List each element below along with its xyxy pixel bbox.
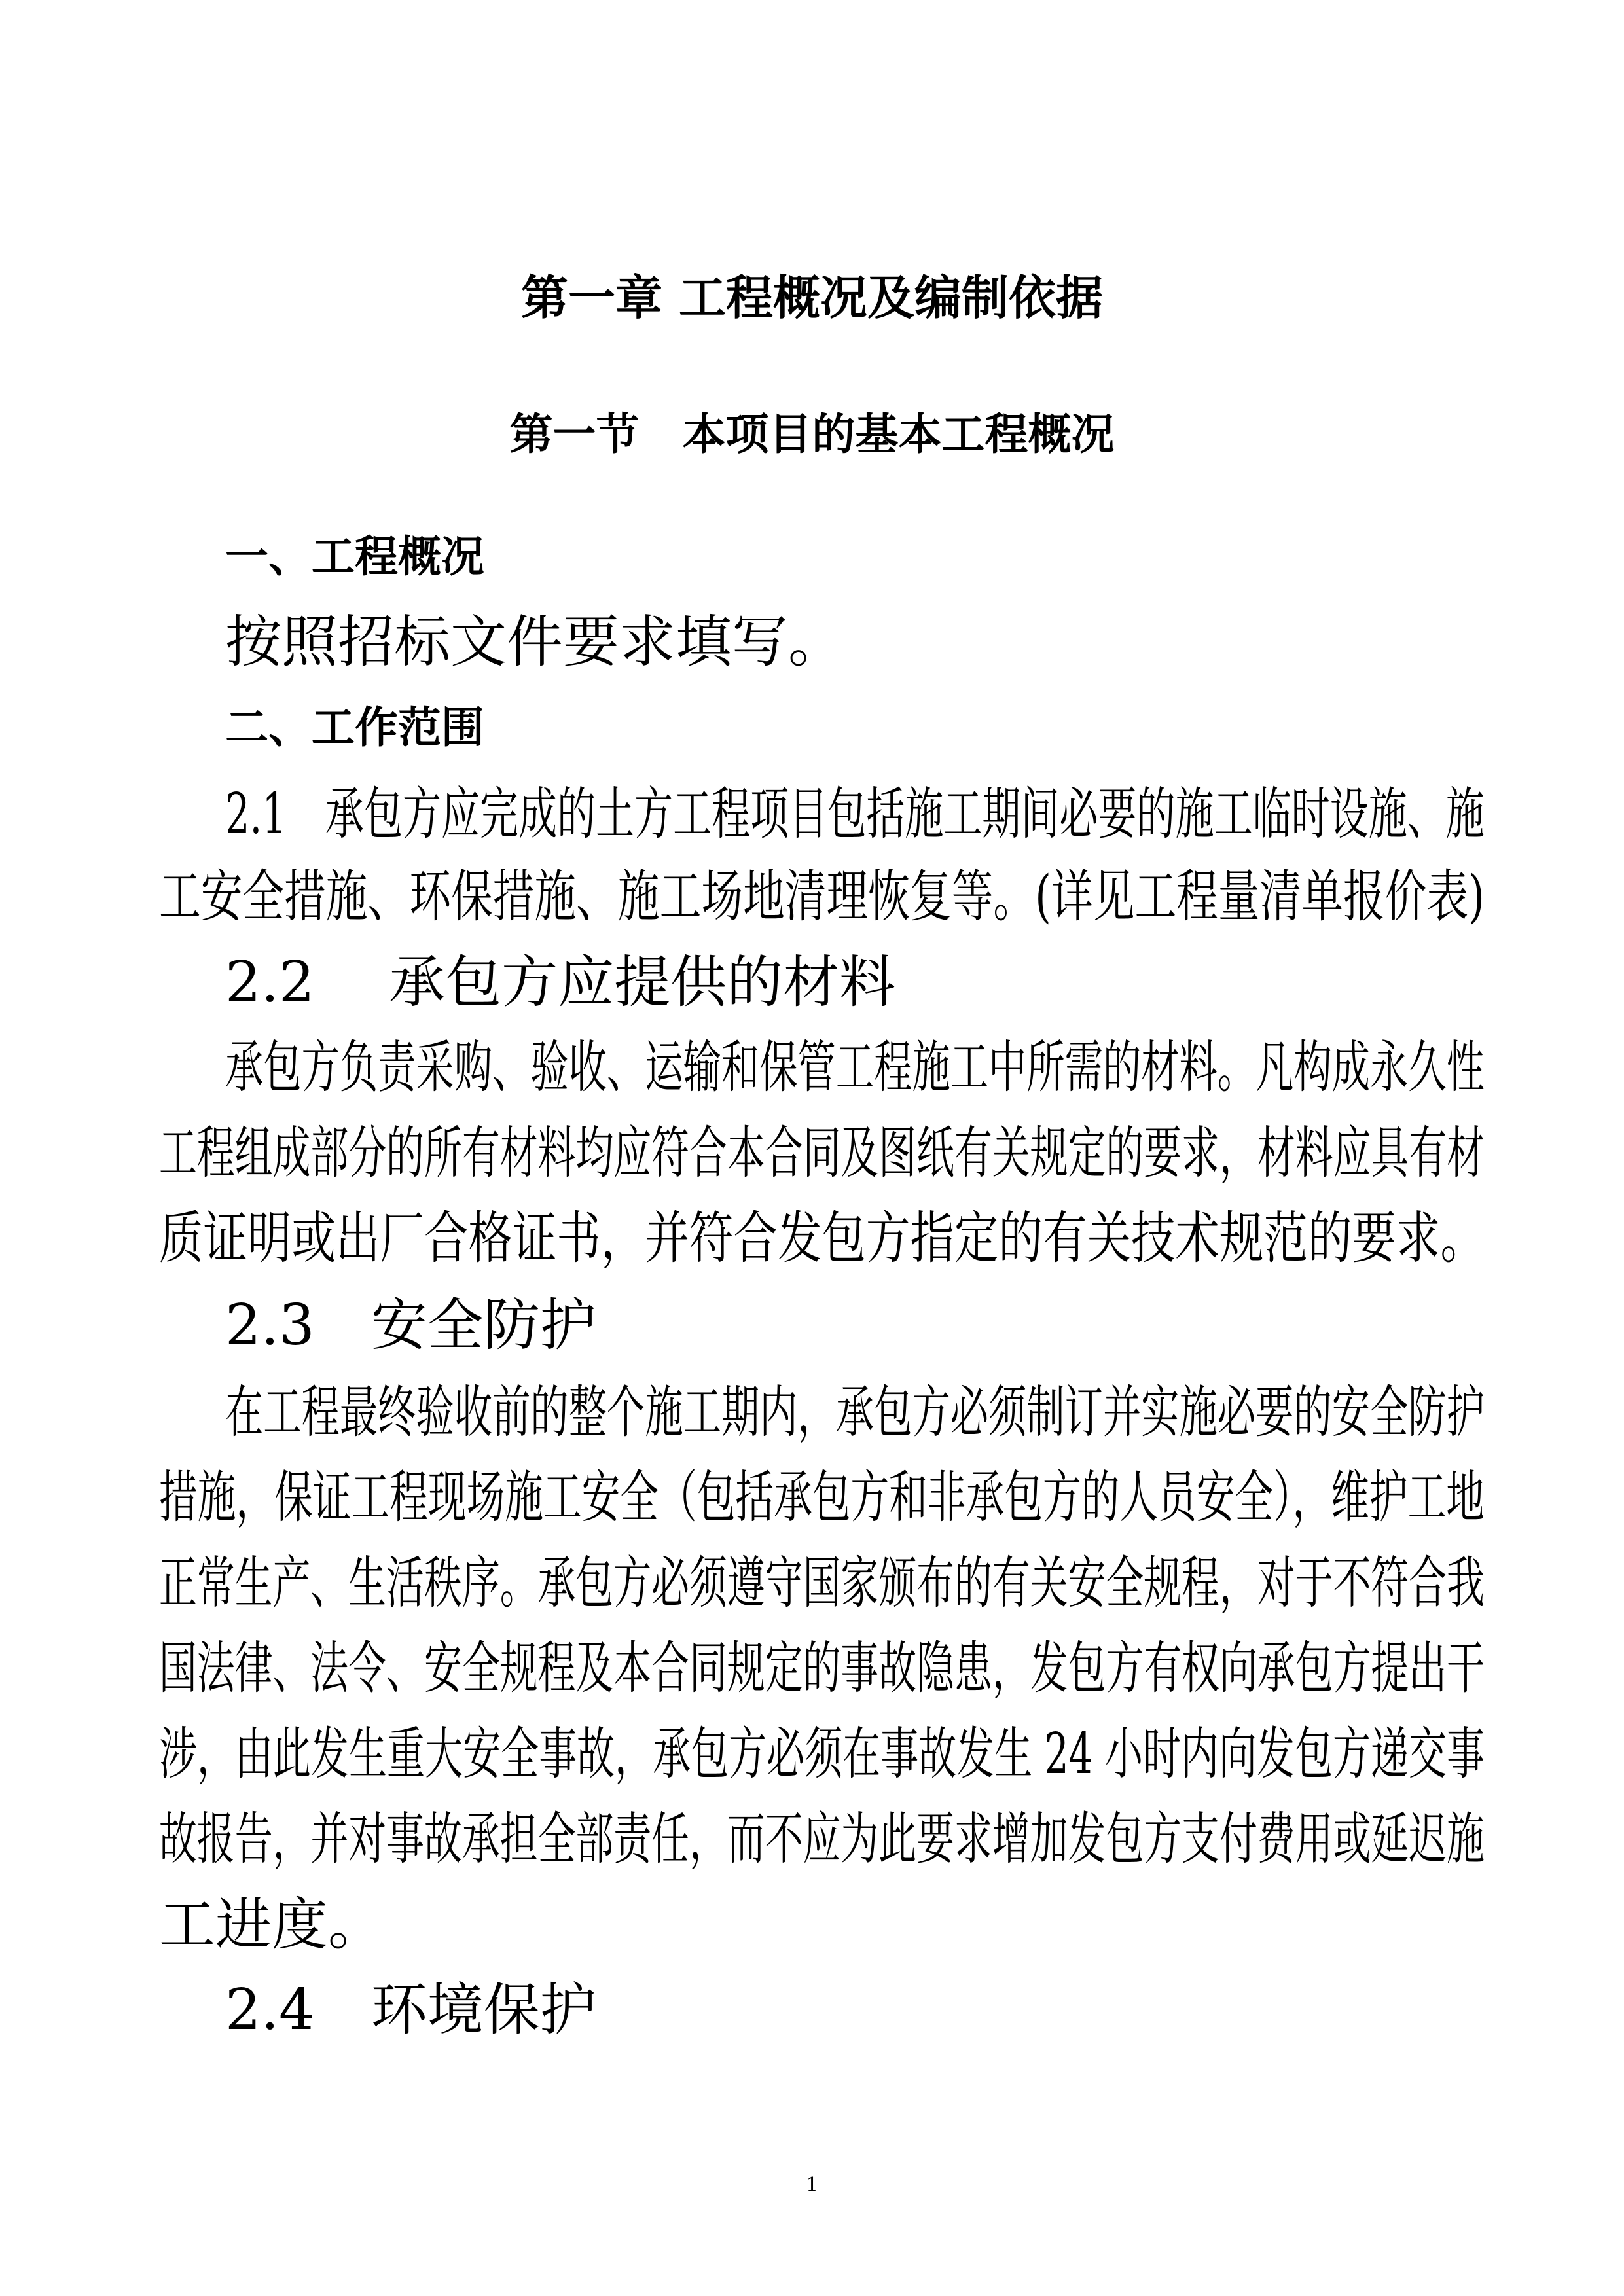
paragraph-line: 承包方负责采购、验收、运输和保管工程施工中所需的材料。凡构成永久性 xyxy=(225,1035,1485,1100)
subheading-materials: 2.2 承包方应提供的材料 xyxy=(225,950,896,1015)
paragraph-line: 工程组成部分的所有材料均应符合本合同及图纸有关规定的要求，材料应具有材 xyxy=(159,1121,1485,1186)
paragraph-line: 正常生产、生活秩序。承包方必须遵守国家颁布的有关安全规程，对于不符合我 xyxy=(159,1551,1485,1616)
paragraph-line: 在工程最终验收前的整个施工期内，承包方必须制订并实施必要的安全防护 xyxy=(225,1380,1485,1445)
heading-work-scope: 二、工作范围 xyxy=(225,702,484,753)
paragraph-line: 工进度。 xyxy=(159,1892,384,1958)
paragraph-line: 措施，保证工程现场施工安全（包括承包方和非承包方的人员安全），维护工地 xyxy=(159,1465,1485,1530)
paragraph-line: 国法律、法令、安全规程及本合同规定的事故隐患，发包方有权向承包方提出干 xyxy=(159,1636,1485,1701)
paragraph-line: 工安全措施、环保措施、施工场地清理恢复等。(详见工程量清单报价表) xyxy=(159,864,1485,929)
paragraph-line: 故报告，并对事故承担全部责任，而不应为此要求增加发包方支付费用或延迟施 xyxy=(159,1806,1485,1872)
subheading-safety: 2.3 安全防护 xyxy=(225,1293,596,1358)
subheading-environment: 2.4 环境保护 xyxy=(225,1977,596,2043)
paragraph-line: 质证明或出厂合格证书，并符合发包方指定的有关技术规范的要求。 xyxy=(159,1206,1485,1271)
section-title: 第一节 本项目的基本工程概况 xyxy=(509,409,1115,459)
paragraph-line: 2.1 承包方应完成的土方工程项目包括施工期间必要的施工临时设施、施 xyxy=(225,781,1485,847)
overview-text: 按照招标文件要求填写。 xyxy=(225,609,844,675)
paragraph-line: 涉，由此发生重大安全事故，承包方必须在事故发生 24 小时内向发包方递交事 xyxy=(159,1721,1485,1787)
page-number: 1 xyxy=(805,2174,819,2197)
chapter-title: 第一章 工程概况及编制依据 xyxy=(520,270,1104,325)
heading-project-overview: 一、工程概况 xyxy=(225,531,484,582)
